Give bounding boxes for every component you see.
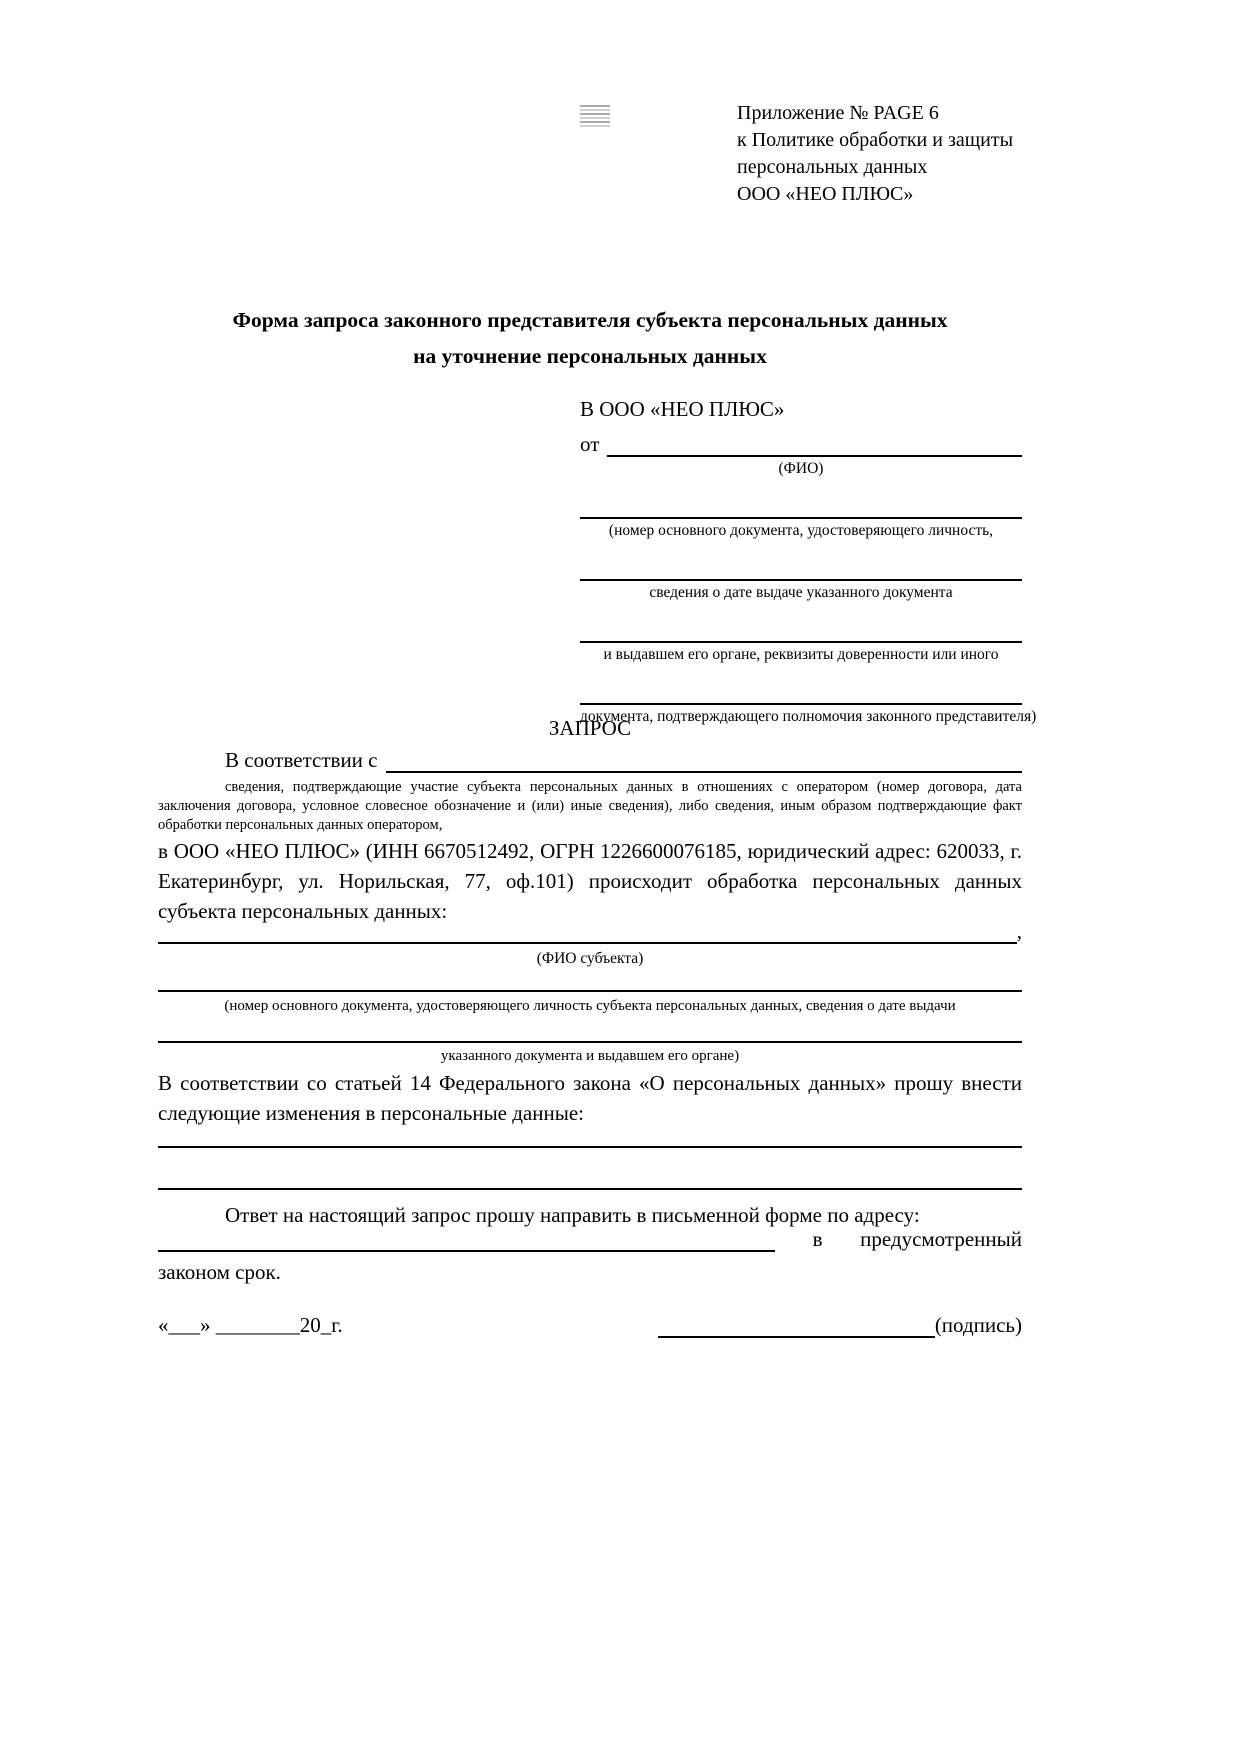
document-title-line2: на уточнение персональных данных [413, 344, 767, 368]
from-row [580, 431, 1022, 457]
blank-pair [580, 555, 1022, 603]
blank-line-issuing-authority [580, 617, 1022, 643]
blank-caption: документа, подтверждающего полномочия законного представителя) [580, 708, 1037, 725]
subject-fio-row [158, 918, 1022, 944]
from-label: от [580, 432, 600, 456]
blank-line-representative-fio [607, 433, 1022, 457]
blank-caption: сведения о дате выдаче указанного документа [649, 584, 953, 601]
blank-line-issue-date [580, 555, 1022, 581]
fio-caption: (ФИО) [778, 460, 824, 477]
intro-prefix: В соответствии с [225, 748, 378, 772]
request-heading: ЗАПРОС [548, 716, 632, 740]
document-title-line1: Форма запроса законного представителя субъекта персональных данных [232, 308, 948, 332]
footer-row [158, 1312, 1022, 1338]
law-paragraph: В соответствии со статьей 14 Федерального закона «О персональных данных» прошу внести следующие изменения в персональные данные: [158, 1071, 1022, 1125]
blank-line-subject-fio [158, 918, 1017, 944]
blank-line-changes-2 [158, 1150, 1022, 1190]
operator-paragraph: в ООО «НЕО ПЛЮС» (ИНН 6670512492, ОГРН 1226600076185, юридический адрес: 620033, г. Екатеринбург, ул. Норильская, 77, оф.101) происходит обработка персональных данных субъекта персональных данных: [158, 839, 1022, 923]
blank-caption: и выдавшем его органе, реквизиты доверенности или иного [603, 646, 999, 663]
subject-fio-caption: (ФИО субъекта) [536, 950, 644, 967]
blank-line-address [158, 1226, 775, 1252]
signature-caption: (подпись) [934, 1313, 1022, 1337]
blank-caption: (номер основного документа, удостоверяющего личность, [608, 522, 994, 539]
intro-row [158, 748, 1022, 773]
blank-pair [580, 493, 1022, 541]
document-title [158, 302, 1022, 374]
trailing-comma: , [1016, 919, 1022, 943]
appendix-line: персональных данных [737, 156, 928, 178]
addressee-block [580, 396, 1037, 727]
answer-paragraph: Ответ на настоящий запрос прошу направить в письменной форме по адресу: [225, 1203, 920, 1227]
blank-line-basis [386, 749, 1023, 773]
appendix-header [737, 100, 1037, 208]
appendix-line: ООО «НЕО ПЛЮС» [737, 183, 914, 205]
date-blank: «___» ________20_г. [158, 1313, 343, 1337]
blank-line-subject-document-2 [158, 1016, 1022, 1043]
blank-line-authority-document [580, 679, 1022, 705]
blank-line-document-number [580, 493, 1022, 519]
blank-line-subject-document [158, 966, 1022, 992]
answer-address-row [158, 1226, 1022, 1252]
addressee-to: В ООО «НЕО ПЛЮС» [580, 397, 785, 421]
explanatory-note: сведения, подтверждающие участие субъекта персональных данных в отношениях с оператором (номер договора, дата заключения договора, условное словесное обозначение и (или) иные сведения), либо сведения, иным образом подтверждающие факт обработки персональных данных оператором, [158, 779, 1022, 833]
subject-document-caption1: (номер основного документа, удостоверяющего личность субъекта персональных данных, сведения о дате выдачи [224, 998, 956, 1014]
field-code-lines-icon [580, 105, 610, 129]
blank-pair [580, 617, 1022, 665]
subject-document-caption2: указанного документа и выдавшем его органе) [440, 1048, 740, 1064]
answer-paragraph-end: законом срок. [158, 1260, 281, 1284]
answer-word-in: в [812, 1227, 823, 1251]
blank-line-changes-1 [158, 1108, 1022, 1148]
appendix-line: к Политике обработки и защиты [737, 129, 1014, 151]
appendix-line: Приложение № PAGE 6 [737, 102, 939, 124]
blank-line-signature [658, 1312, 935, 1338]
answer-word-stipulated: предусмотренный [860, 1227, 1022, 1251]
signature-group [658, 1312, 1022, 1338]
